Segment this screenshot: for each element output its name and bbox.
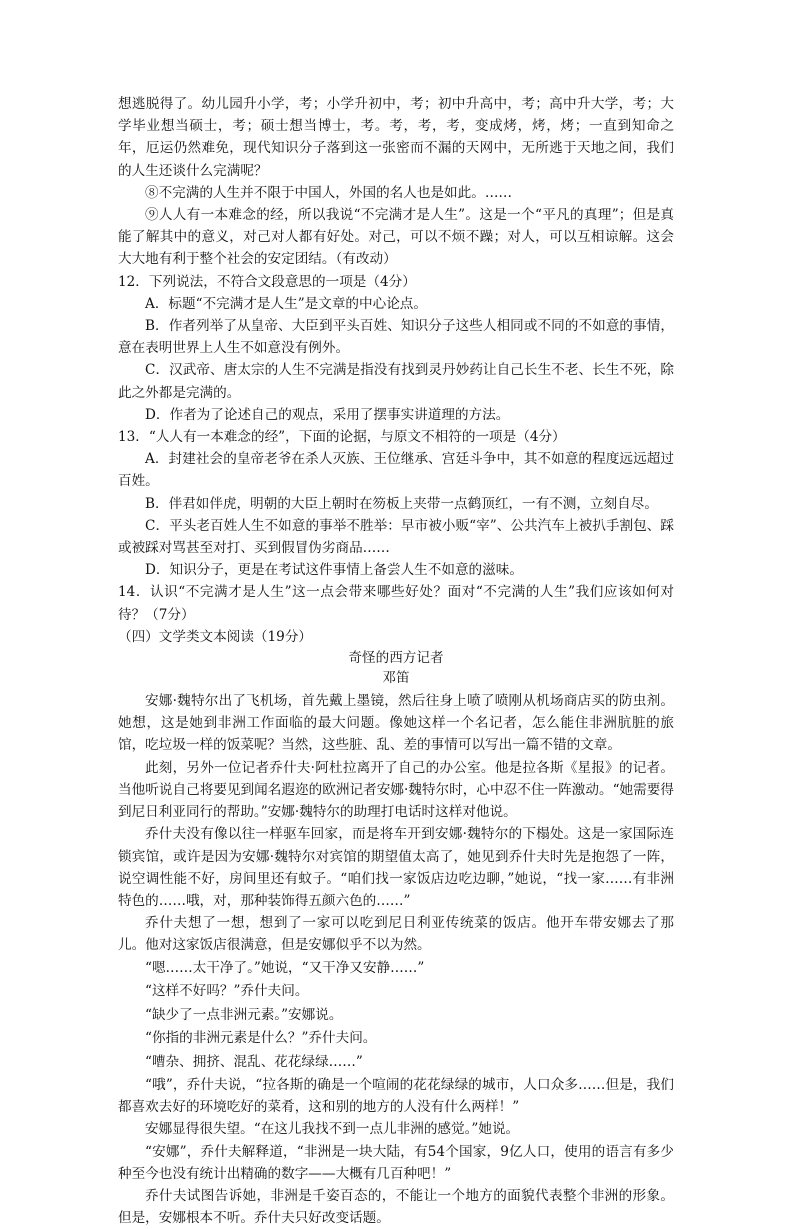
dialogue-line-1: “嗯……太干净了。”她说，“又干净又安静……” [145,959,425,976]
dialogue-line-5: “嘈杂、拥挤、混乱、花花绿绿……” [145,1053,363,1070]
question-13-option-b: B．伴君如伴虎，明朝的大臣上朝时在笏板上夹带一点鹤顶红，一有不测，立刻自尽。 [145,495,658,512]
section-header: （四）文学类文本阅读（19分） [118,628,313,645]
story-paragraph-4: 乔什夫想了一想，想到了一家可以吃到尼日利亚传统菜的饭店。他开车带安娜去了那儿。他对这家饭店很满意，但是安娜似乎不以为然。 [118,915,674,954]
question-12-stem: 12．下列说法，不符合文段意思的一项是（4分） [118,273,416,290]
story-paragraph-7: 乔什夫试图告诉她，非洲是千姿百态的，不能让一个地方的面貌代表整个非洲的形象。但是，安娜根本不听。乔什夫只好改变话题。 [118,1188,674,1227]
dialogue-line-3: “缺少了一点非洲元素。”安娜说。 [145,1006,343,1023]
question-13-option-d: D．知识分子，更是在考试这件事情上备尝人生不如意的滋味。 [145,562,523,579]
story-author: 邓笛 [382,670,410,687]
question-12-option-d: D．作者为了论述自己的观点，采用了摆事实讲道理的方法。 [145,406,510,423]
essay-paragraph-continued: 想逃脱得了。幼儿园升小学，考；小学升初中，考；初中升高中，考；高中升大学，考；大学毕业想当硕士，考；硕士想当博士，考。考，考，考，变成烤，烤，烤；一直到知命之年，厄运仍然难免，现代知识分子落到这一张密而不漏的天网中，无所逃于天地之间，我们的人生还谈什么完满呢？ [118,96,674,179]
story-title: 奇怪的西方记者 [348,650,444,667]
story-paragraph-2: 此刻，另外一位记者乔什夫·阿杜拉离开了自己的办公室。他是拉各斯《星报》的记者。当他听说自己将要见到闻名遐迩的欧洲记者安娜·魏特尔时，心中忍不住一阵激动。“她需要得到尼日利亚同行的帮助。”安娜·魏特尔的助理打电话时这样对他说。 [118,759,674,821]
question-12-option-a: A．标题“不完满才是人生”是文章的中心论点。 [145,295,427,312]
question-12-option-b: B．作者列举了从皇帝、大臣到平头百姓、知识分子这些人相同或不同的不如意的事情，意在表明世界上人生不如意没有例外。 [118,318,674,357]
story-paragraph-5: 安娜显得很失望。“在这儿我找不到一点儿非洲的感觉。”她说。 [145,1121,520,1138]
story-paragraph-1: 安娜·魏特尔出了飞机场，首先戴上墨镜，然后往身上喷了喷刚从机场商店买的防虫剂。她想，这是她到非洲工作面临的最大问题。像她这样一个名记者，怎么能住非洲肮脏的旅馆，吃垃圾一样的饭菜呢？当然，这些脏、乱、差的事情可以写出一篇不错的文章。 [118,693,674,754]
dialogue-line-6: “哦”，乔什夫说，“拉各斯的确是一个喧闹的花花绿绿的城市，人口众多……但是，我们都喜欢去好的环境吃好的菜肴，这和别的地方的人没有什么两样！” [118,1077,674,1116]
dialogue-line-2: “这样不好吗？”乔什夫问。 [145,983,309,1000]
essay-paragraph-8: ⑧不完满的人生并不限于中国人，外国的名人也是如此。…… [145,184,513,201]
question-14-stem: 14．认识“不完满才是人生”这一点会带来哪些好处？面对“不完满的人生”我们应该如何对待？（7分） [118,584,674,623]
question-12-option-c: C．汉武帝、唐太宗的人生不完满是指没有找到灵丹妙药让自己长生不老、长生不死，除此之外都是完满的。 [118,362,674,401]
document-page [118,93,674,1229]
question-13-option-c: C．平头老百姓人生不如意的事举不胜举：早市被小贩“宰”、公共汽车上被扒手割包、踩或被踩对骂甚至对打、买到假冒伪劣商品…… [118,517,674,557]
question-13-option-a: A．封建社会的皇帝老爷在杀人灭族、王位继承、宫廷斗争中，其不如意的程度远远超过百姓。 [118,451,674,490]
dialogue-line-4: “你指的非洲元素是什么？”乔什夫问。 [145,1030,377,1047]
essay-paragraph-9: ⑨人人有一本难念的经，所以我说“不完满才是人生”。这是一个“平凡的真理”；但是真能了解其中的意义，对己对人都有好处。对己，可以不烦不躁；对人，可以互相谅解。这会大大地有利于整个社会的安定团结。（有改动） [118,207,674,268]
question-13-stem: 13．“人人有一本难念的经”，下面的论据，与原文不相符的一项是（4分） [118,429,566,446]
story-paragraph-3: 乔什夫没有像以往一样驱车回家，而是将车开到安娜·魏特尔的下榻处。这是一家国际连锁宾馆，或许是因为安娜·魏特尔对宾馆的期望值太高了，她见到乔什夫时先是抱怨了一阵，说空调性能不好，房间里还有蚊子。“咱们找一家饭店边吃边聊，”她说，“找一家……有非洲特色的……哦，对，那种装饰得五颜六色的……” [118,826,674,909]
story-paragraph-6: “安娜”，乔什夫解释道，“非洲是一块大陆，有54个国家，9亿人口，使用的语言有多少种至今也没有统计出精确的数字——大概有几百种吧！” [118,1143,674,1182]
